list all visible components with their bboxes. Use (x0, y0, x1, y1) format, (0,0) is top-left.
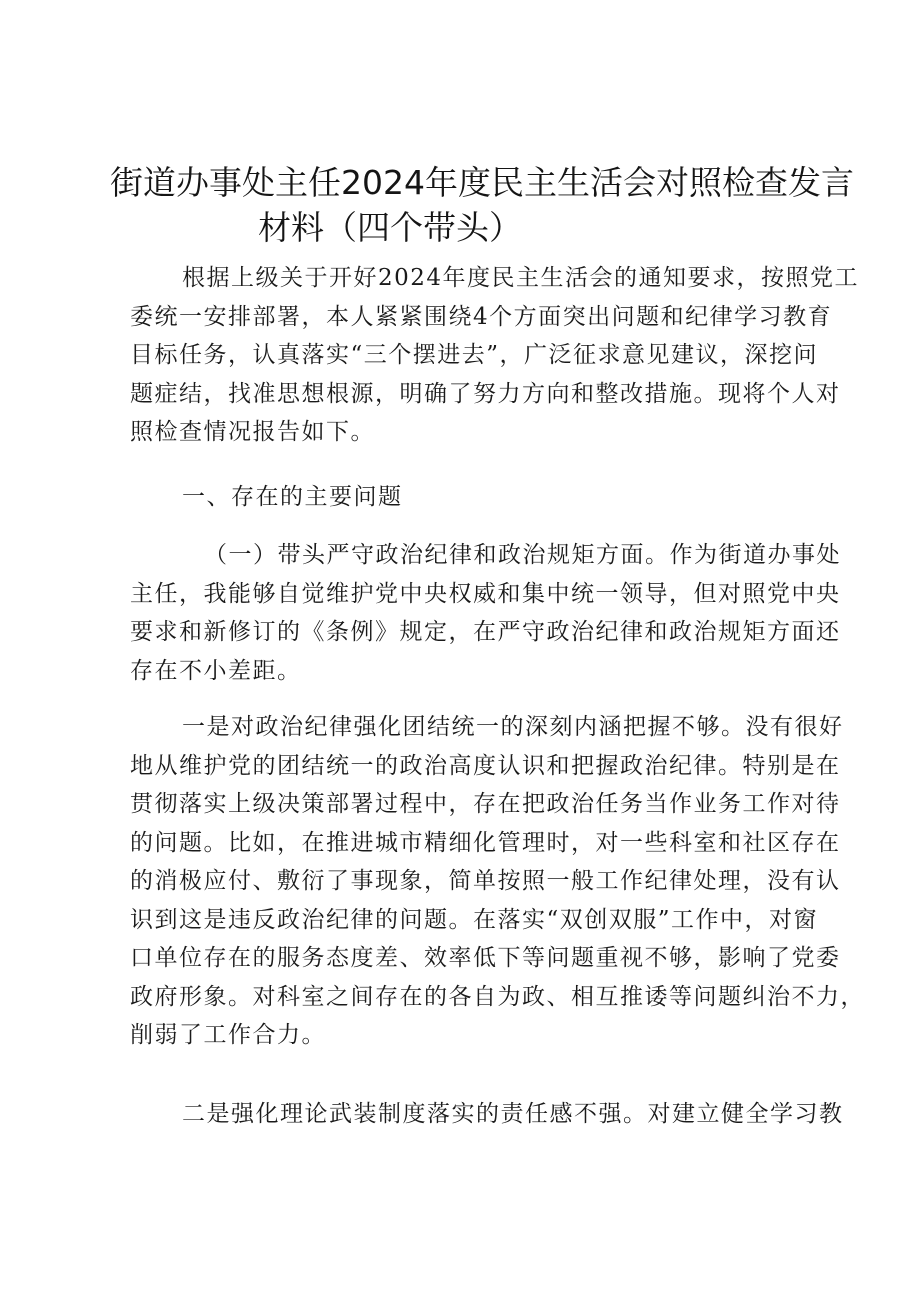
paragraph-line: 地从维护党的团结统一的政治高度认识和把握政治纪律。特别是在 (130, 752, 841, 779)
subsection-paragraph (130, 536, 841, 690)
paragraph-line: 的问题。比如，在推进城市精细化管理时，对一些科室和社区存在 (130, 829, 841, 856)
document-title-line-1: 街道办事处主任2024年度民主生活会对照检查发言 (110, 163, 854, 202)
paragraph-line: 一是对政治纪律强化团结统一的深刻内涵把握不够。没有很好 (182, 714, 844, 740)
paragraph-line: 照检查情况报告如下。 (130, 419, 375, 445)
point-two-paragraph (130, 1095, 844, 1134)
paragraph-line: （一）带头严守政治纪律和政治规矩方面。作为街道办事处 (204, 542, 841, 568)
paragraph-line: 根据上级关于开好2024年度民主生活会的通知要求，按照党工 (182, 265, 860, 291)
paragraph-line: 削弱了工作合力。 (130, 1022, 326, 1048)
document-title-line-2: 材料（四个带头） (258, 208, 522, 247)
section-heading-text: 一、存在的主要问题 (182, 484, 403, 510)
point-one-paragraph (130, 708, 865, 1055)
paragraph-line: 的消极应付、敷衍了事现象，简单按照一般工作纪律处理，没有认 (130, 868, 841, 894)
paragraph-line: 目标任务，认真落实“三个摆进去”，广泛征求意见建议，深挖问 (130, 342, 819, 368)
paragraph-line: 存在不小差距。 (130, 657, 302, 684)
paragraph-line: 要求和新修订的《条例》规定，在严守政治纪律和政治规矩方面还 (130, 619, 841, 645)
paragraph-line: 识到这是违反政治纪律的问题。在落实“双创双服”工作中，对窗 (130, 906, 819, 933)
paragraph-line: 题症结，找准思想根源，明确了努力方向和整改措施。现将个人对 (130, 380, 841, 407)
paragraph-line: 主任，我能够自觉维护党中央权威和集中统一领导，但对照党中央 (130, 580, 841, 607)
paragraph-line: 二是强化理论武装制度落实的责任感不强。对建立健全学习教 (182, 1101, 844, 1127)
section-heading (130, 478, 800, 517)
intro-paragraph (130, 259, 860, 452)
paragraph-line: 委统一安排部署，本人紧紧围绕4个方面突出问题和纪律学习教育 (130, 303, 833, 330)
paragraph-line: 口单位存在的服务态度差、效率低下等问题重视不够，影响了党委 (130, 945, 841, 971)
paragraph-line: 贯彻落实上级决策部署过程中，存在把政治任务当作业务工作对待 (130, 791, 841, 817)
paragraph-line: 政府形象。对科室之间存在的各自为政、相互推诿等问题纠治不力， (130, 983, 865, 1010)
